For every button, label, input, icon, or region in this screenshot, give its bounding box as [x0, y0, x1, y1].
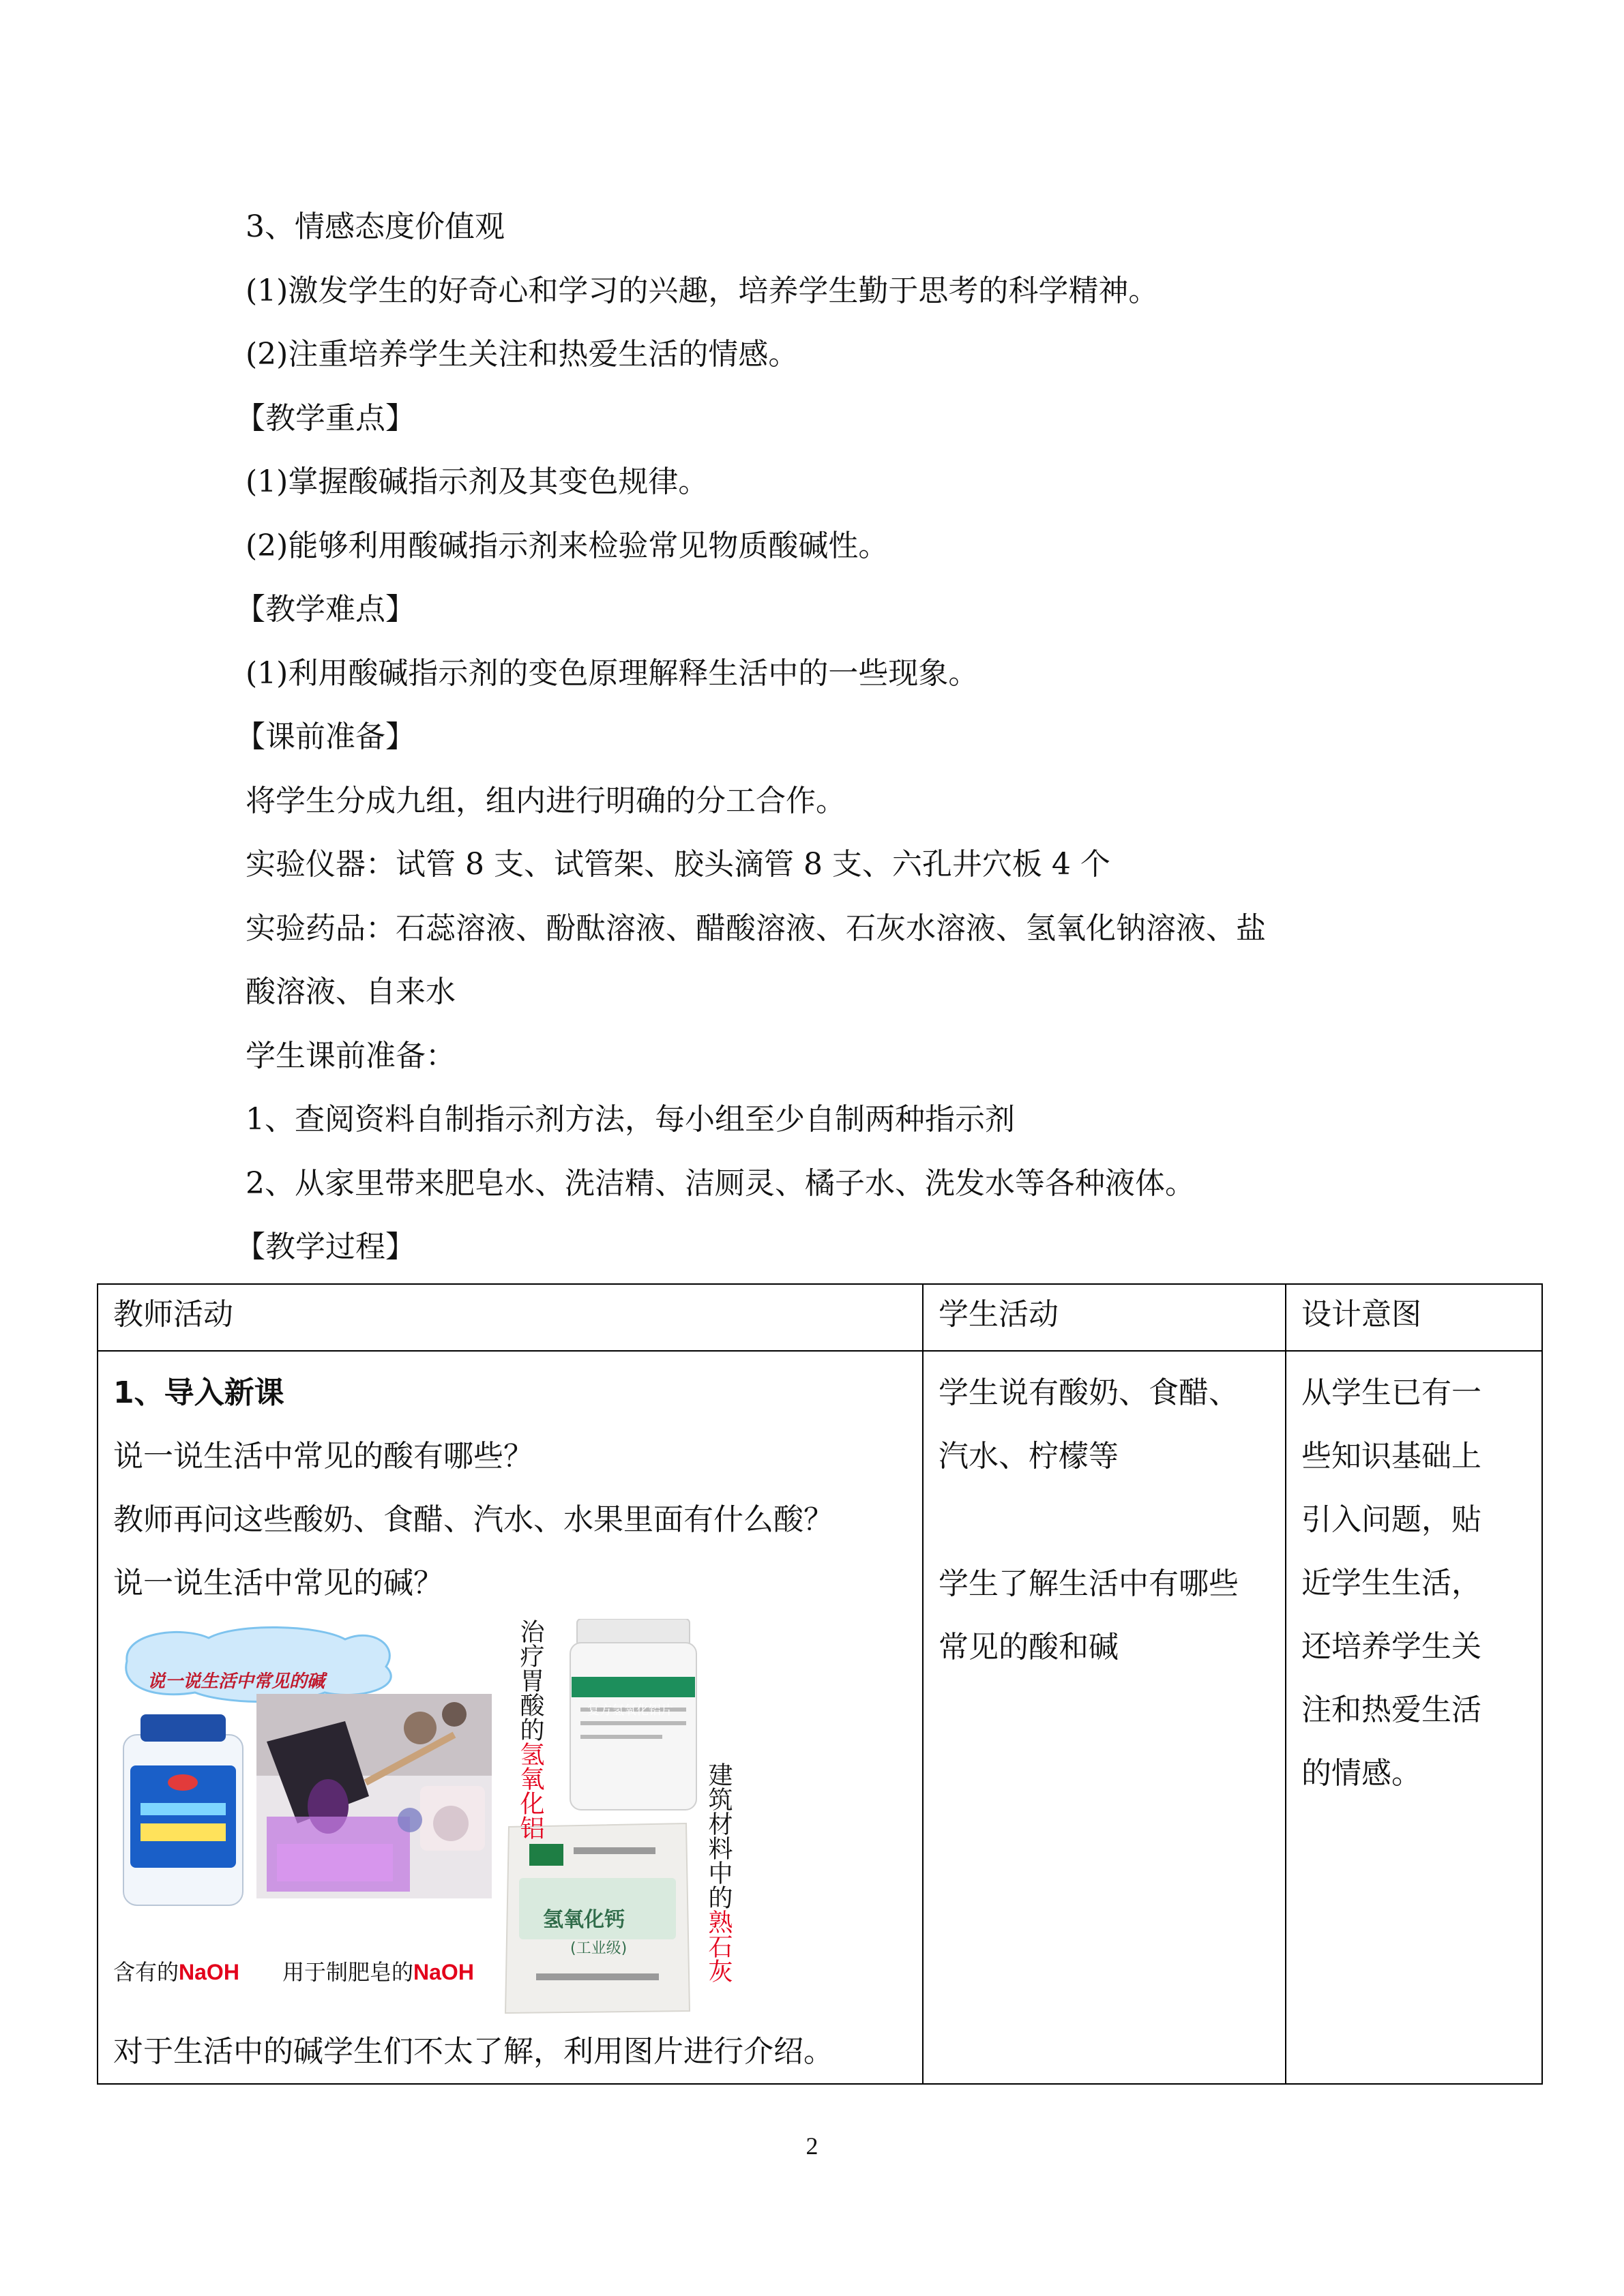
- table-header-row: [98, 1284, 1542, 1351]
- table-row: [98, 1351, 1542, 2084]
- design-intent-cell: [1286, 1351, 1542, 2084]
- vertical-label-slaked-lime: [701, 1762, 731, 1983]
- bottle-label: 复方氢氧化铝片: [587, 1703, 673, 1717]
- caption-chemical: NaOH: [413, 1960, 474, 1984]
- section-heading: 【课前准备】: [235, 719, 415, 754]
- caption-prefix: 含有的: [113, 1959, 179, 1985]
- caption-detergent: [113, 1941, 239, 2004]
- intent-line: 的情感。: [1301, 1756, 1421, 1791]
- common-bases-illustration: [100, 1619, 907, 2014]
- intent-line: 注和热爱生活: [1301, 1693, 1481, 1727]
- intent-line: 还培养学生关: [1301, 1629, 1481, 1664]
- paragraph: 学生课前准备：: [246, 1039, 456, 1073]
- header-student: 学生活动: [923, 1284, 1286, 1351]
- caption-prefix: 用于制肥皂的: [282, 1959, 414, 1985]
- paragraph: 2、从家里带来肥皂水、洗洁精、洁厕灵、橘子水、洗发水等各种液体。: [246, 1166, 1195, 1201]
- section-heading: 【教学过程】: [235, 1229, 415, 1264]
- bag-label: 氢氧化钙: [543, 1908, 625, 1932]
- student-activity-cell: [923, 1351, 1286, 2084]
- vlabel-black: 治疗胃酸的: [516, 1619, 544, 1742]
- paragraph: (1)掌握酸碱指示剂及其变色规律。: [246, 464, 709, 499]
- teacher-heading: 1、导入新课: [113, 1375, 284, 1410]
- paragraph: 3、情感态度价值观: [246, 209, 505, 244]
- section-heading: 【教学重点】: [235, 401, 415, 436]
- student-line: 学生了解生活中有哪些: [939, 1566, 1239, 1601]
- student-line: 汽水、柠檬等: [939, 1439, 1119, 1474]
- paragraph: (2)注重培养学生关注和热爱生活的情感。: [246, 337, 799, 372]
- paragraph: 实验仪器：试管 8 支、试管架、胶头滴管 8 支、六孔井穴板 4 个: [246, 847, 1110, 882]
- header-teacher: 教师活动: [98, 1284, 923, 1351]
- caption-soap: [282, 1941, 474, 2004]
- paragraph: (1)利用酸碱指示剂的变色原理解释生活中的一些现象。: [246, 656, 979, 691]
- page-number: 2: [806, 2132, 818, 2160]
- caption-chemical: NaOH: [179, 1960, 239, 1984]
- intent-line: 些知识基础上: [1301, 1439, 1481, 1474]
- student-line: 学生说有酸奶、食醋、: [939, 1375, 1239, 1410]
- paragraph: (2)能够利用酸碱指示剂来检验常见物质酸碱性。: [246, 528, 889, 563]
- teacher-line: 对于生活中的碱学生们不太了解，利用图片进行介绍。: [113, 2034, 833, 2069]
- paragraph: (1)激发学生的好奇心和学习的兴趣，培养学生勤于思考的科学精神。: [246, 273, 1159, 308]
- paragraph: 酸溶液、自来水: [246, 974, 456, 1009]
- intent-line: 引入问题，贴: [1301, 1502, 1481, 1537]
- student-line: 常见的酸和碱: [939, 1630, 1119, 1665]
- vlabel-red: 熟石灰: [705, 1909, 733, 1983]
- bag-sublabel: (工业级): [570, 1940, 628, 1957]
- paragraph: 将学生分成九组，组内进行明确的分工合作。: [246, 784, 846, 818]
- intent-line: 从学生已有一: [1301, 1375, 1481, 1410]
- spacer: [939, 1488, 1270, 1552]
- image-banner: 说一说生活中常见的碱: [147, 1671, 325, 1692]
- header-intent: 设计意图: [1286, 1284, 1542, 1351]
- paragraph: 1、查阅资料自制指示剂方法，每小组至少自制两种指示剂: [246, 1102, 1015, 1137]
- teacher-line: 说一说生活中常见的酸有哪些？: [113, 1439, 533, 1474]
- intent-line: 近学生生活，: [1301, 1566, 1481, 1600]
- teaching-process-table: [97, 1283, 1543, 2085]
- teacher-activity-cell: [98, 1351, 923, 2084]
- vertical-label-aluminium: [513, 1619, 543, 1840]
- vlabel-red: 氢氧化铝: [516, 1742, 544, 1840]
- teacher-line: 教师再问这些酸奶、食醋、汽水、水果里面有什么酸？: [113, 1502, 833, 1537]
- section-heading: 【教学难点】: [235, 592, 415, 627]
- paragraph: 实验药品：石蕊溶液、酚酞溶液、醋酸溶液、石灰水溶液、氢氧化钠溶液、盐: [246, 911, 1266, 946]
- teacher-line: 说一说生活中常见的碱？: [113, 1566, 443, 1600]
- vlabel-black: 建筑材料中的: [705, 1762, 733, 1909]
